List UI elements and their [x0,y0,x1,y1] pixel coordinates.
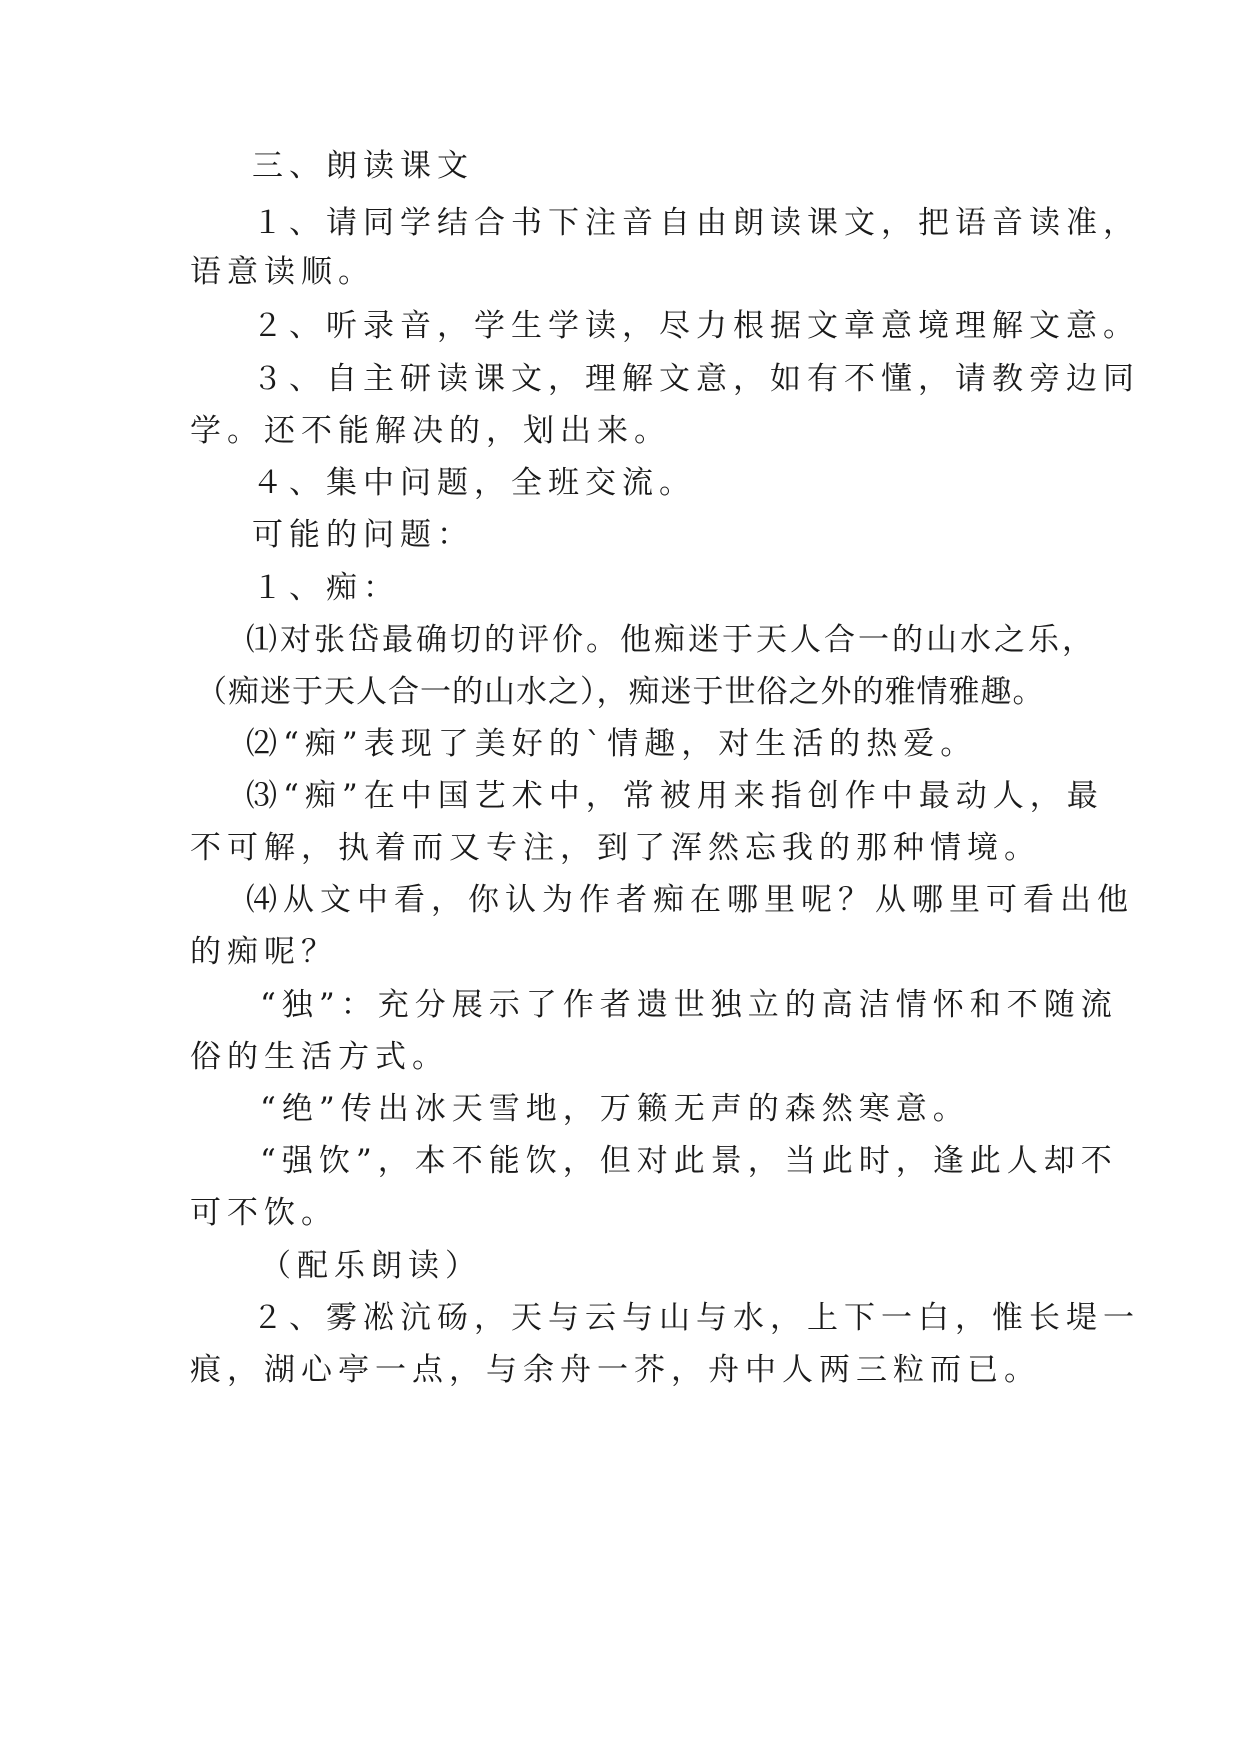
paragraph-line: （配乐朗读） [260,1248,482,1284]
paragraph-line: 不可解，执着而又专注，到了浑然忘我的那种情境。 [190,830,1041,866]
paragraph-line: ４、集中问题，全班交流。 [252,465,696,501]
paragraph-line: 学。还不能解决的，划出来。 [190,413,671,449]
paragraph-line: “强饮”，本不能饮，但对此景，当此时，逢此人却不 [260,1143,1118,1179]
paragraph-line: 可能的问题： [252,517,474,553]
paragraph-line: １、痴： [252,570,400,606]
paragraph-line: ２、雾凇沆砀，天与云与山与水，上下一白，惟长堤一 [252,1300,1140,1336]
paragraph-line: １、请同学结合书下注音自由朗读课文，把语音读准， [252,205,1140,241]
paragraph-line: ⑶“痴”在中国艺术中，常被用来指创作中最动人，最 [246,778,1104,814]
paragraph-line: “绝”传出冰天雪地，万籁无声的森然寒意。 [260,1091,970,1127]
paragraph-line: ⑵“痴”表现了美好的`情趣，对生活的热爱。 [246,726,978,762]
section-heading: 三、朗读课文 [252,148,474,184]
paragraph-line: ⑴对张岱最确切的评价。他痴迷于天人合一的山水之乐， [246,622,1096,658]
paragraph-line: 痕，湖心亭一点，与余舟一芥，舟中人两三粒而已。 [190,1352,1041,1388]
paragraph-line: “独”：充分展示了作者遗世独立的高洁情怀和不随流 [260,987,1118,1023]
paragraph-line: ⑷从文中看，你认为作者痴在哪里呢？从哪里可看出他 [246,882,1134,918]
paragraph-line: ３、自主研读课文，理解文意，如有不懂，请教旁边同 [252,361,1140,397]
paragraph-line: 可不饮。 [190,1195,338,1231]
paragraph-line: 俗的生活方式。 [190,1039,449,1075]
paragraph-line: 的痴呢？ [190,934,338,970]
paragraph-line: （痴迷于天人合一的山水之），痴迷于世俗之外的雅情雅趣。 [196,674,1045,710]
paragraph-line: 语意读顺。 [190,254,375,290]
paragraph-line: ２、听录音，学生学读，尽力根据文章意境理解文意。 [252,308,1140,344]
